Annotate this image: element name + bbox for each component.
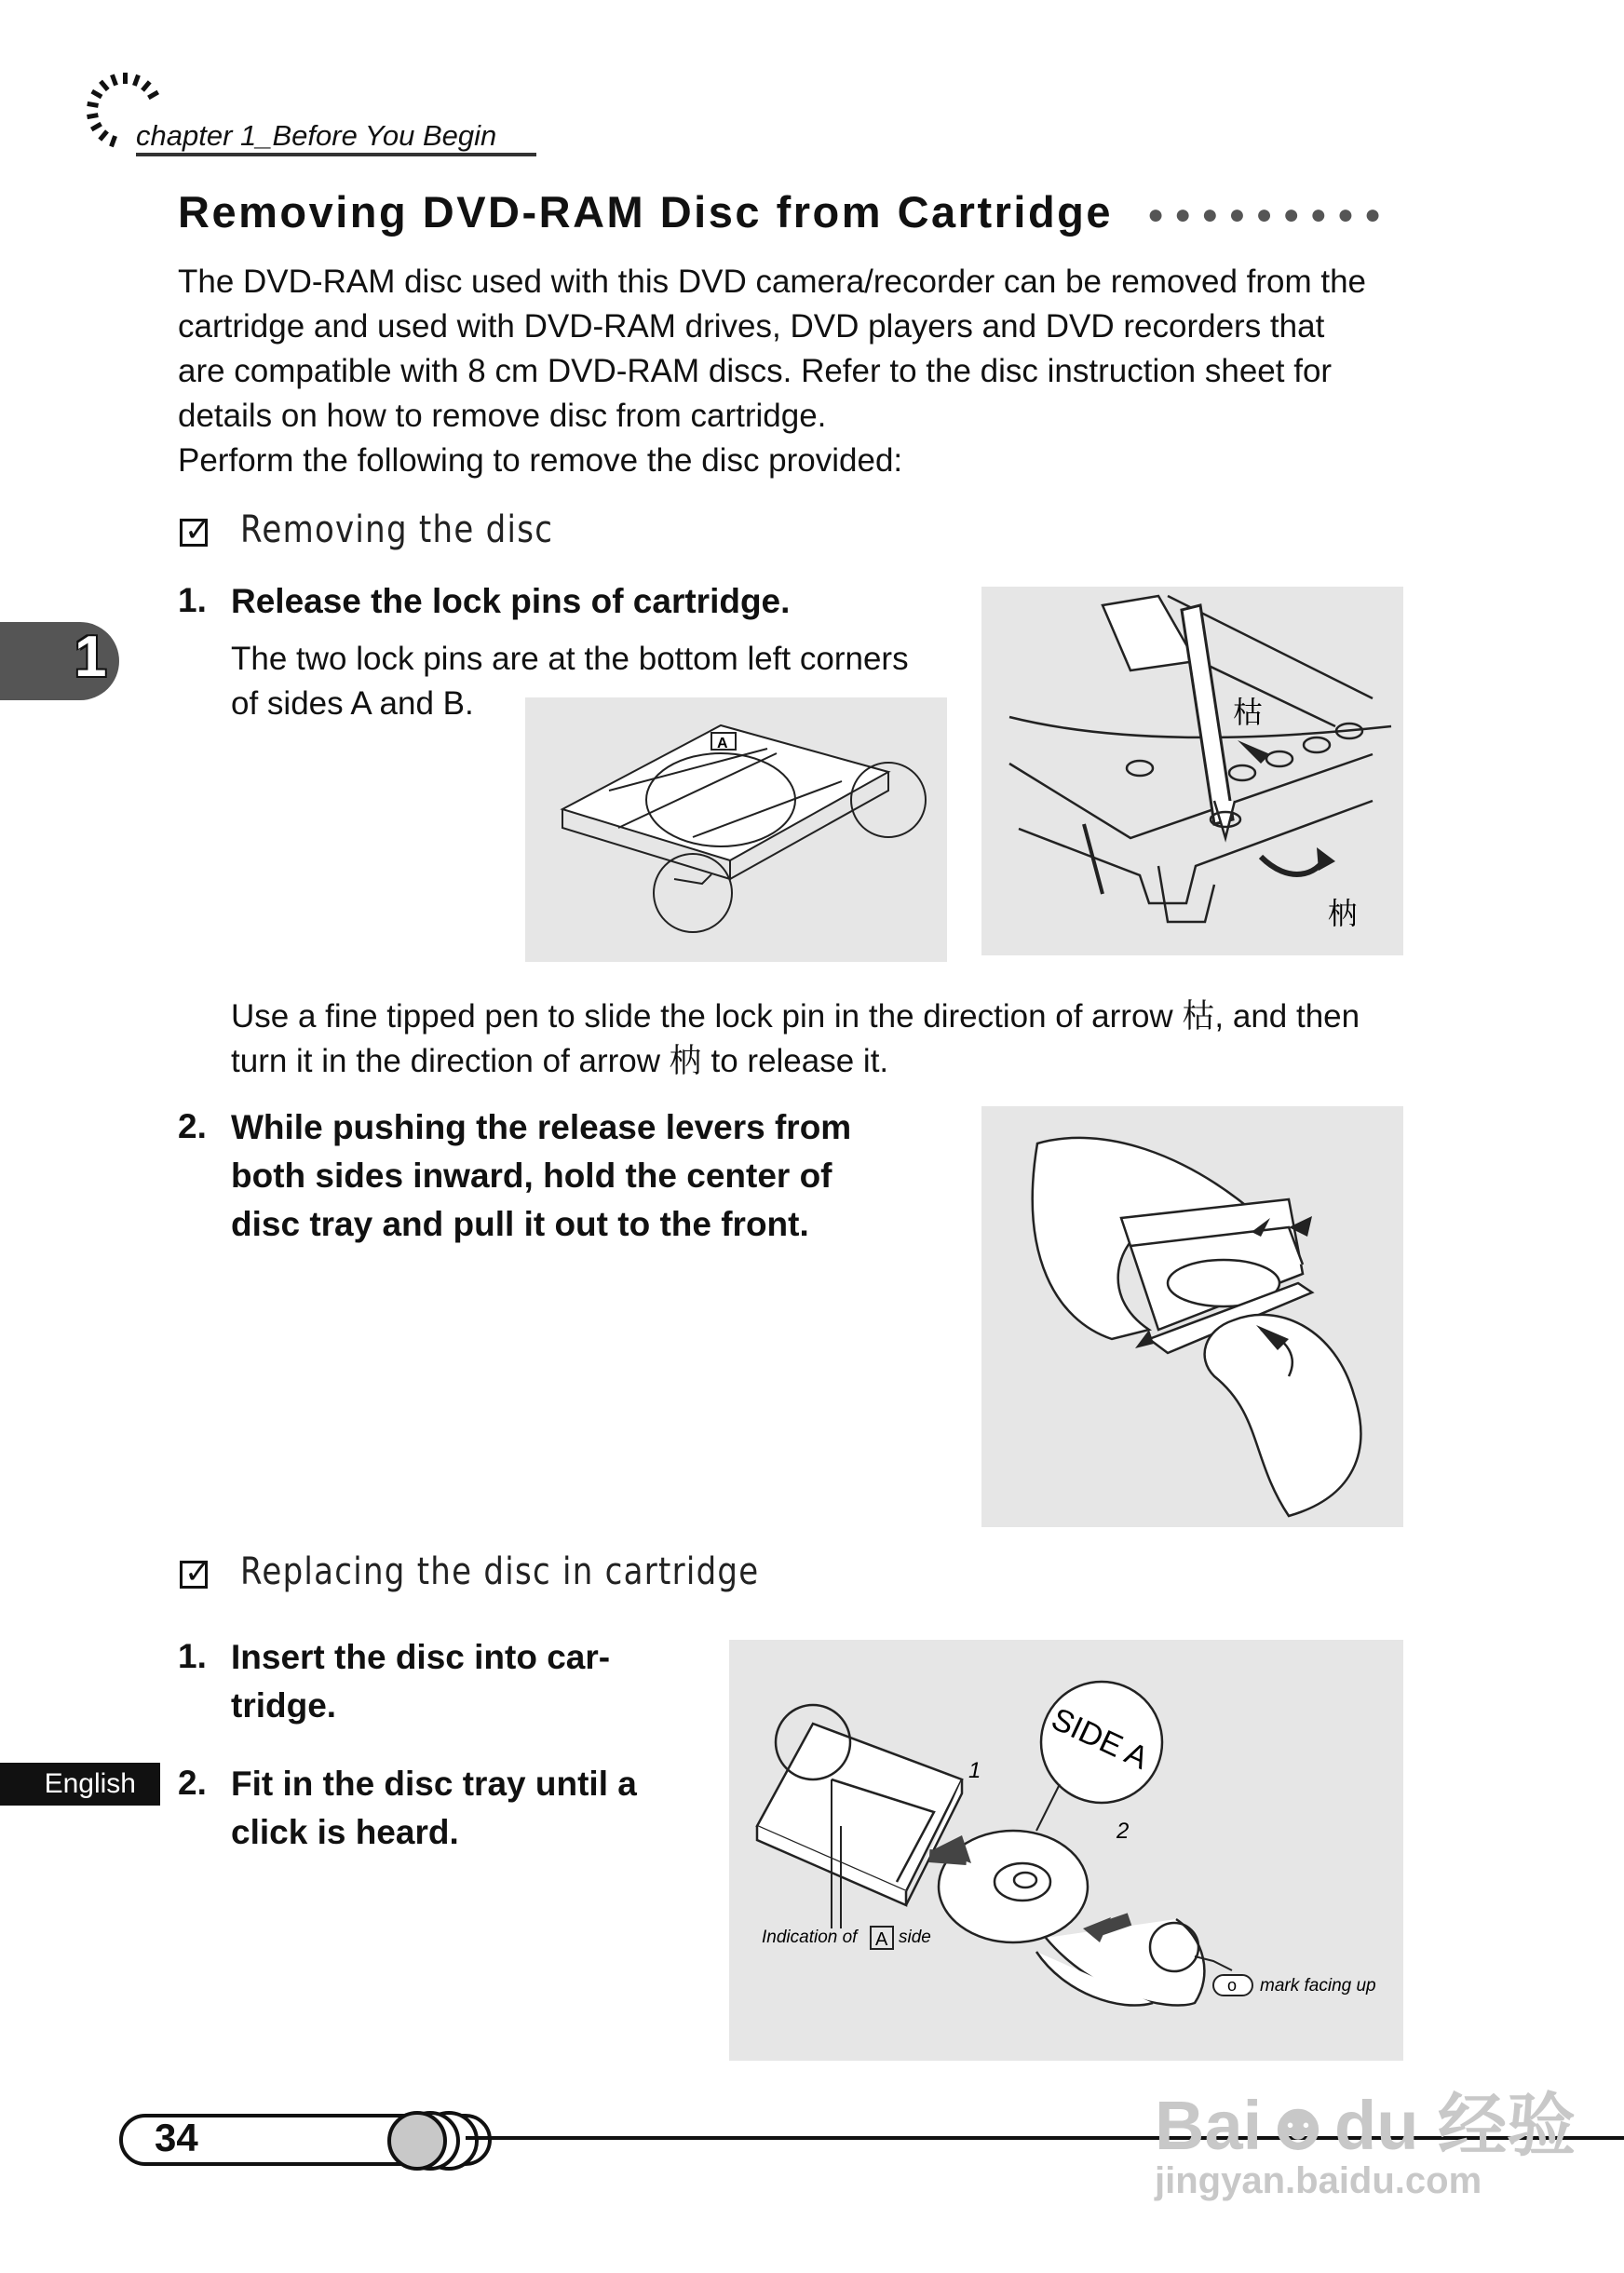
page-circles-icon	[380, 2108, 492, 2173]
chapter-tab-number: 1	[74, 625, 107, 689]
desc-line: The two lock pins are at the bottom left corners	[231, 641, 909, 677]
step-number: 1.	[178, 581, 207, 619]
step-line: both sides inward, hold the center of	[231, 1157, 832, 1195]
page-number: 34	[155, 2116, 198, 2159]
section-title: Removing DVD-RAM Disc from Cartridge	[178, 187, 1113, 237]
step-title: Release the lock pins of cartridge.	[231, 582, 791, 620]
watermark-brand: Bai☻du 经验	[1155, 2087, 1576, 2164]
step-line: While pushing the release levers from	[231, 1108, 852, 1146]
step-line: tridge.	[231, 1686, 337, 1725]
note-line: Use a fine tipped pen to slide the lock pin in the direction of arrow 枯, and then	[231, 998, 1360, 1035]
step-number: 2.	[178, 1107, 207, 1145]
figure-label-1: 1	[968, 1758, 981, 1783]
step-note	[231, 994, 1360, 1084]
arrow-b-label: 枘	[1328, 896, 1359, 931]
step-line: disc tray and pull it out to the front.	[231, 1205, 809, 1243]
subheading-removing: Removing the disc	[240, 508, 554, 551]
figure-insert-disc	[729, 1640, 1403, 2061]
intro-paragraph	[178, 260, 1407, 483]
step-number: 1.	[178, 1637, 207, 1675]
side-a-label: SIDE A	[1046, 1700, 1154, 1777]
title-dots: ●●●●●●●●●	[1147, 199, 1392, 230]
subheading-replacing: Replacing the disc in cartridge	[240, 1550, 760, 1593]
intro-line: are compatible with 8 cm DVD-RAM discs. Refer to the disc instruction sheet for	[178, 353, 1333, 389]
mark-text: mark facing up	[1260, 1976, 1376, 1996]
indication-prefix: Indication of	[762, 1928, 858, 1947]
header-rule	[136, 153, 536, 156]
step-line: Insert the disc into car-	[231, 1638, 611, 1676]
figure-cartridge-lock-pins	[525, 697, 947, 962]
intro-line: The DVD-RAM disc used with this DVD camera/recorder can be removed from the	[178, 264, 1367, 300]
step-line: click is heard.	[231, 1813, 459, 1851]
indication-letter: A	[875, 1929, 888, 1950]
intro-line: cartridge and used with DVD-RAM drives, DVD players and DVD recorders that	[178, 308, 1325, 345]
chapter-header: chapter 1_Before You Begin	[136, 119, 497, 152]
indication-suffix: side	[899, 1928, 931, 1947]
step-number: 2.	[178, 1764, 207, 1802]
arrow-a-label: 枯	[1233, 695, 1264, 730]
watermark-url: jingyan.baidu.com	[1155, 2160, 1482, 2201]
note-line: turn it in the direction of arrow 枘 to release it.	[231, 1043, 889, 1079]
checkbox-icon: ✓	[180, 1561, 208, 1589]
desc-line: of sides A and B.	[231, 685, 474, 722]
step-line: Fit in the disc tray until a	[231, 1765, 637, 1803]
step-title	[231, 1103, 851, 1249]
mark-symbol: o	[1227, 1976, 1238, 1995]
figure-label-2: 2	[1116, 1819, 1130, 1844]
step-title	[231, 1633, 610, 1730]
figure-pen-lock-pin	[981, 587, 1403, 955]
step-title	[231, 1760, 637, 1857]
language-tab: English	[0, 1763, 160, 1806]
intro-line: details on how to remove disc from cartridge.	[178, 398, 827, 434]
svg-text:A: A	[717, 736, 728, 751]
intro-line: Perform the following to remove the disc provided:	[178, 442, 903, 479]
figure-pull-tray	[981, 1106, 1403, 1527]
checkbox-icon: ✓	[180, 519, 208, 547]
